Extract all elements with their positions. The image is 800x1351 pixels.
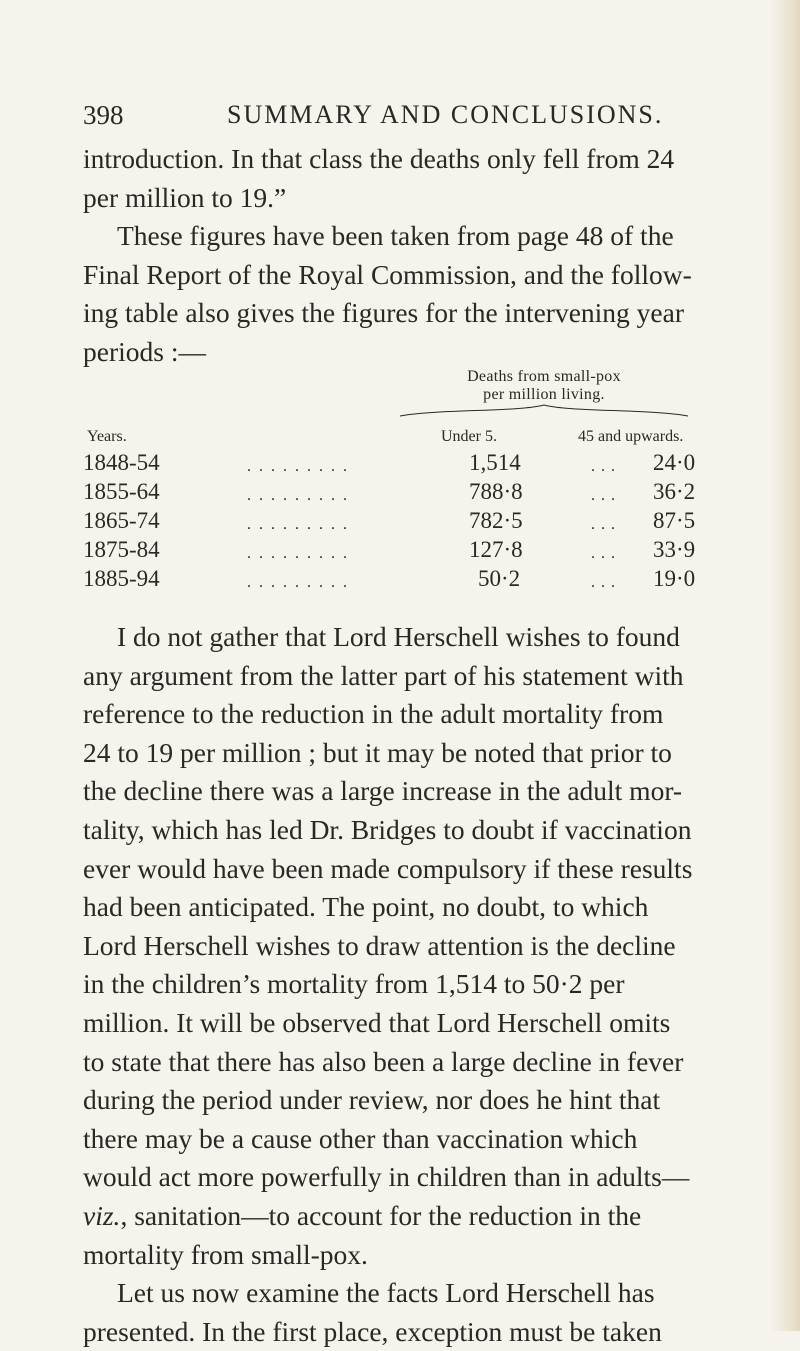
text-line: 24 to 19 per million ; but it may be noted that prior to [83,736,672,768]
dot-leader: ... [591,458,621,475]
cell-under5: 1,514 [469,450,521,475]
table-caption-line2: per million living. [483,386,605,403]
dot-leader: ... [591,574,621,591]
cell-45-upwards: 33·9 [653,537,696,562]
text-line: the decline there was a large increase in the adult mor- [83,775,683,807]
paragraph-intro [83,140,759,217]
text-line: had been anticipated. The point, no doubt, to which [83,891,649,923]
cell-years: 1855-64 [83,479,160,504]
text-line: presented. In the first place, exception must be taken [83,1315,662,1347]
page-header [83,100,743,140]
cell-under5: 50·2 [478,566,521,591]
cell-45-upwards: 87·5 [653,508,696,533]
text-line: These figures have been taken from page 48 of the [117,220,674,251]
cell-45-upwards: 36·2 [653,479,696,504]
table-row [0,537,696,567]
dot-leader: ......... [247,458,355,475]
text-line: ever would have been made compulsory if these results [83,852,693,884]
cell-under5: 127·8 [469,537,523,562]
table-caption-line1: Deaths from small-pox [467,368,621,385]
dot-leader: ... [591,545,621,562]
cell-under5: 788·8 [469,479,523,504]
column-header-years: Years. [87,428,127,445]
cell-years: 1848-54 [83,450,160,475]
paragraph-figures-source [83,217,759,371]
text-line: tality, which has led Dr. Bridges to doubt if vaccination [83,813,692,845]
italic-viz: viz. [83,1199,121,1231]
page-edge-shading [770,0,800,1331]
text-line: introduction. In that class the deaths only fell from 24 [83,143,675,174]
dot-leader: ... [591,487,621,504]
text-line: Let us now examine the facts Lord Herschell has [117,1277,655,1308]
table-row [0,450,696,480]
text-line: to state that there has also been a large decline in fever [83,1045,684,1077]
cell-years: 1885-94 [83,566,160,591]
paragraph-herschell-argument [83,618,759,1274]
text-line: there may be a cause other than vaccination which [83,1122,638,1154]
dot-leader: ......... [247,574,355,591]
table-row [0,566,696,596]
cell-45-upwards: 24·0 [653,450,696,475]
text-line: million. It will be observed that Lord Herschell omits [83,1006,671,1038]
table-row [0,479,696,509]
running-title: SUMMARY AND CONCLUSIONS. [227,100,664,129]
table-row [0,508,696,538]
cell-years: 1875-84 [83,537,160,562]
paragraph-facts [83,1274,759,1351]
dot-leader: ......... [247,487,355,504]
text-line: during the period under review, nor does he hint that [83,1084,661,1116]
text-line: per million to 19.” [83,181,287,213]
dot-leader: ......... [247,545,355,562]
cell-years: 1865-74 [83,508,160,533]
page-number: 398 [83,100,124,130]
text-line: mortality from small-pox. [83,1238,368,1270]
text-line: ing table also gives the figures for the intervening year [83,297,684,329]
text-line: I do not gather that Lord Herschell wishes to found [117,621,680,652]
text-line: would act more powerfully in children than in adults— [83,1161,690,1193]
text-line: in the children’s mortality from 1,514 to 50·2 per [83,968,625,1000]
dot-leader: ......... [247,516,355,533]
cell-under5: 782·5 [469,508,523,533]
text-line: Final Report of the Royal Commission, and the follow- [83,258,692,290]
text-line: periods :— [83,335,206,367]
cell-45-upwards: 19·0 [653,566,696,591]
text-line: viz., sanitation—to account for the reduction in the [83,1199,642,1231]
text-line: Lord Herschell wishes to draw attention is the decline [83,929,676,961]
dot-leader: ... [591,516,621,533]
column-group-brace [398,403,690,417]
column-header-45-upwards: 45 and upwards. [578,428,684,445]
text-line: reference to the reduction in the adult mortality from [83,698,664,730]
text-line: any argument from the latter part of his statement with [83,659,684,691]
column-header-under5: Under 5. [441,428,497,445]
